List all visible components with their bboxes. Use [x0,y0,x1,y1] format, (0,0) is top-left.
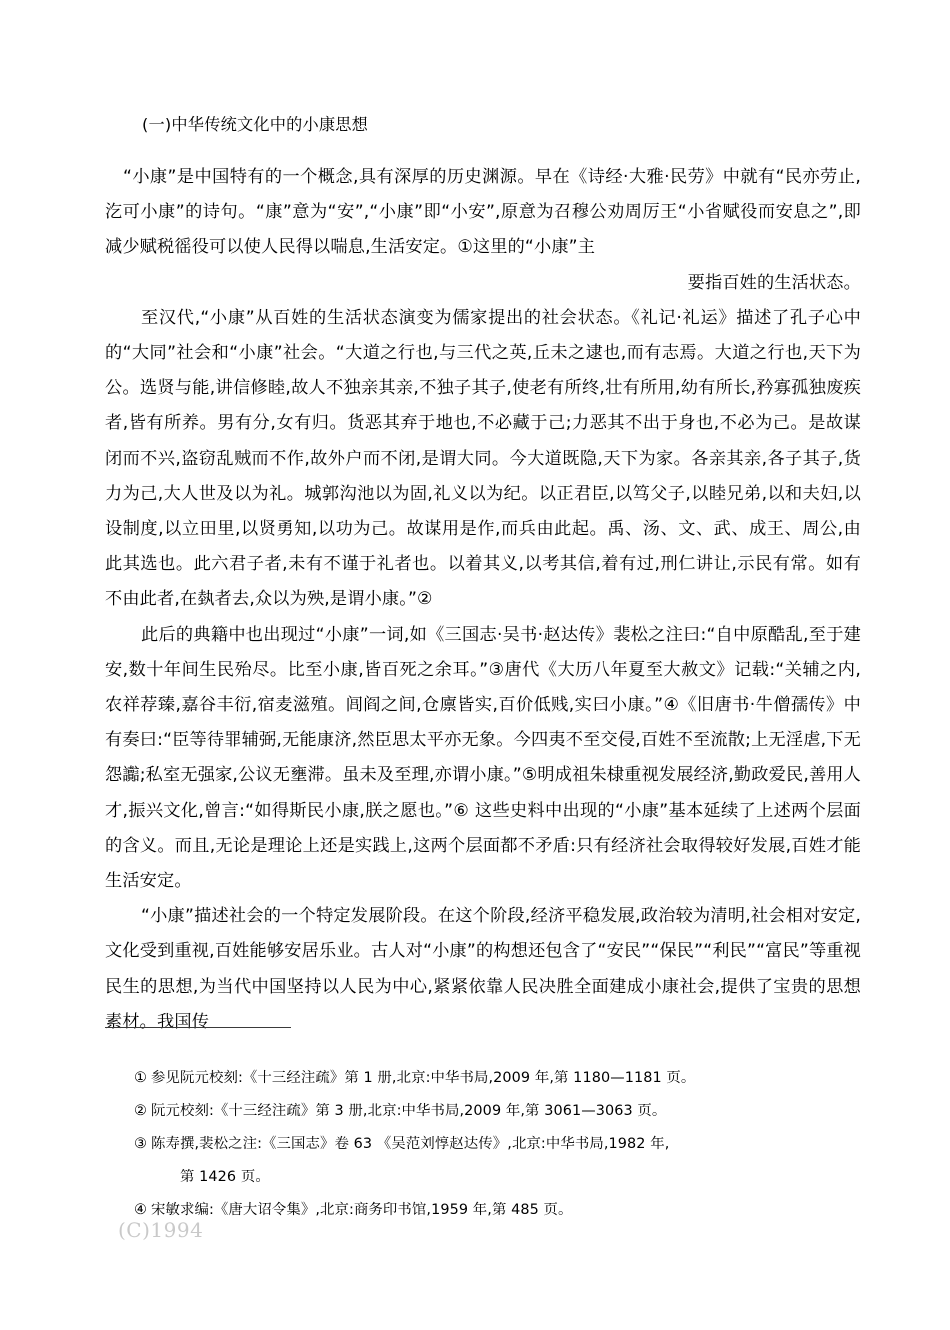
footnote-marker: ① [134,1070,148,1086]
footnote-item [105,1128,865,1161]
footnote-marker: ② [134,1103,148,1119]
footnote-item [105,1194,865,1227]
footnote-list [105,1062,865,1227]
footnote-text: 参见阮元校刻:《十三经注疏》第 1 册,北京:中华书局,2009 年,第 1180—1181 页。 [151,1070,696,1086]
footnote-marker: ③ [134,1136,148,1152]
footnote-item [105,1062,865,1095]
footnote-text: 阮元校刻:《十三经注疏》第 3 册,北京:中华书局,2009 年,第 3061—3063 页。 [151,1103,667,1119]
section-heading: (一)中华传统文化中的小康思想 [142,115,369,134]
copyright-watermark: (C)1994 [118,1218,204,1242]
page-content [105,108,861,1040]
footnote-separator-rule [105,1027,291,1028]
footnote-text: 陈寿撰,裴松之注:《三国志》卷 63 《吴范刘惇赵达传》,北京:中华书局,1982 年, [151,1136,670,1152]
paragraph-3: 此后的典籍中也出现过“小康”一词,如《三国志·吴书·赵达传》裴松之注曰:“自中原酷乱,至于建安,数十年间生民殆尽。比至小康,皆百死之余耳。”③唐代《大历八年夏至大赦文》记载:“关辅之内,农祥荐臻,嘉谷丰衍,宿麦滋殖。闾阎之间,仓廪皆实,百价低贱,实曰小康。”④《旧唐书·牛僧孺传》中有奏曰:“臣等待罪辅弼,无能康济,然臣思太平亦无象。今四夷不至交侵,百姓不至流散;上无淫虐,下无怨讟;私室无强家,公议无壅滞。虽未及至理,亦谓小康。”⑤明成祖朱棣重视发展经济,勤政爱民,善用人才,振兴文化,曾言:“如得斯民小康,朕之愿也。”⑥ 这些史料中出现的“小康”基本延续了上述两个层面的含义。而且,无论是理论上还是实践上,这两个层面都不矛盾:只有经济社会取得较好发展,百姓才能生活安定。 [105,624,861,892]
paragraph-1-tail: 要指百姓的生活状态。 [687,272,861,293]
footnote-text: 宋敏求编:《唐大诏令集》,北京:商务印书馆,1959 年,第 485 页。 [151,1202,573,1218]
footnote-item [105,1095,865,1128]
paragraph-1: “小康”是中国特有的一个概念,具有深厚的历史渊源。早在《诗经·大雅·民劳》中就有“民亦劳止,汔可小康”的诗句。“康”意为“安”,“小康”即“小安”,原意为召穆公劝周厉王“小省赋役而安息之”,即减少赋税徭役可以使人民得以喘息,生活安定。①这里的“小康”主 [105,167,861,258]
paragraph-4: “小康”描述社会的一个特定发展阶段。在这个阶段,经济平稳发展,政治较为清明,社会相对安定,文化受到重视,百姓能够安居乐业。古人对“小康”的构想还包含了“安民”“保民”“利民”“富民”等重视民生的思想,为当代中国坚持以人民为中心,紧紧依靠人民决胜全面建成小康社会,提供了宝贵的思想素材。我国传 [105,906,861,1032]
footnote-continuation: 第 1426 页。 [180,1169,270,1185]
footnote-marker: ④ [134,1202,148,1218]
paragraph-2: 至汉代,“小康”从百姓的生活状态演变为儒家提出的社会状态。《礼记·礼运》描述了孔子心中的“大同”社会和“小康”社会。“大道之行也,与三代之英,丘未之逮也,而有志焉。大道之行也,天下为公。选贤与能,讲信修睦,故人不独亲其亲,不独子其子,使老有所终,壮有所用,幼有所长,矜寡孤独废疾者,皆有所养。男有分,女有归。货恶其弃于地也,不必藏于己;力恶其不出于身也,不必为己。是故谋闭而不兴,盗窃乱贼而不作,故外户而不闭,是谓大同。今大道既隐,天下为家。各亲其亲,各子其子,货力为己,大人世及以为礼。城郭沟池以为固,礼义以为纪。以正君臣,以笃父子,以睦兄弟,以和夫妇,以设制度,以立田里,以贤勇知,以功为己。故谋用是作,而兵由此起。禹、汤、文、武、成王、周公,由此其选也。此六君子者,未有不谨于礼者也。以着其义,以考其信,着有过,刑仁讲让,示民有常。如有不由此者,在埶者去,众以为殃,是谓小康。”② [105,307,861,610]
